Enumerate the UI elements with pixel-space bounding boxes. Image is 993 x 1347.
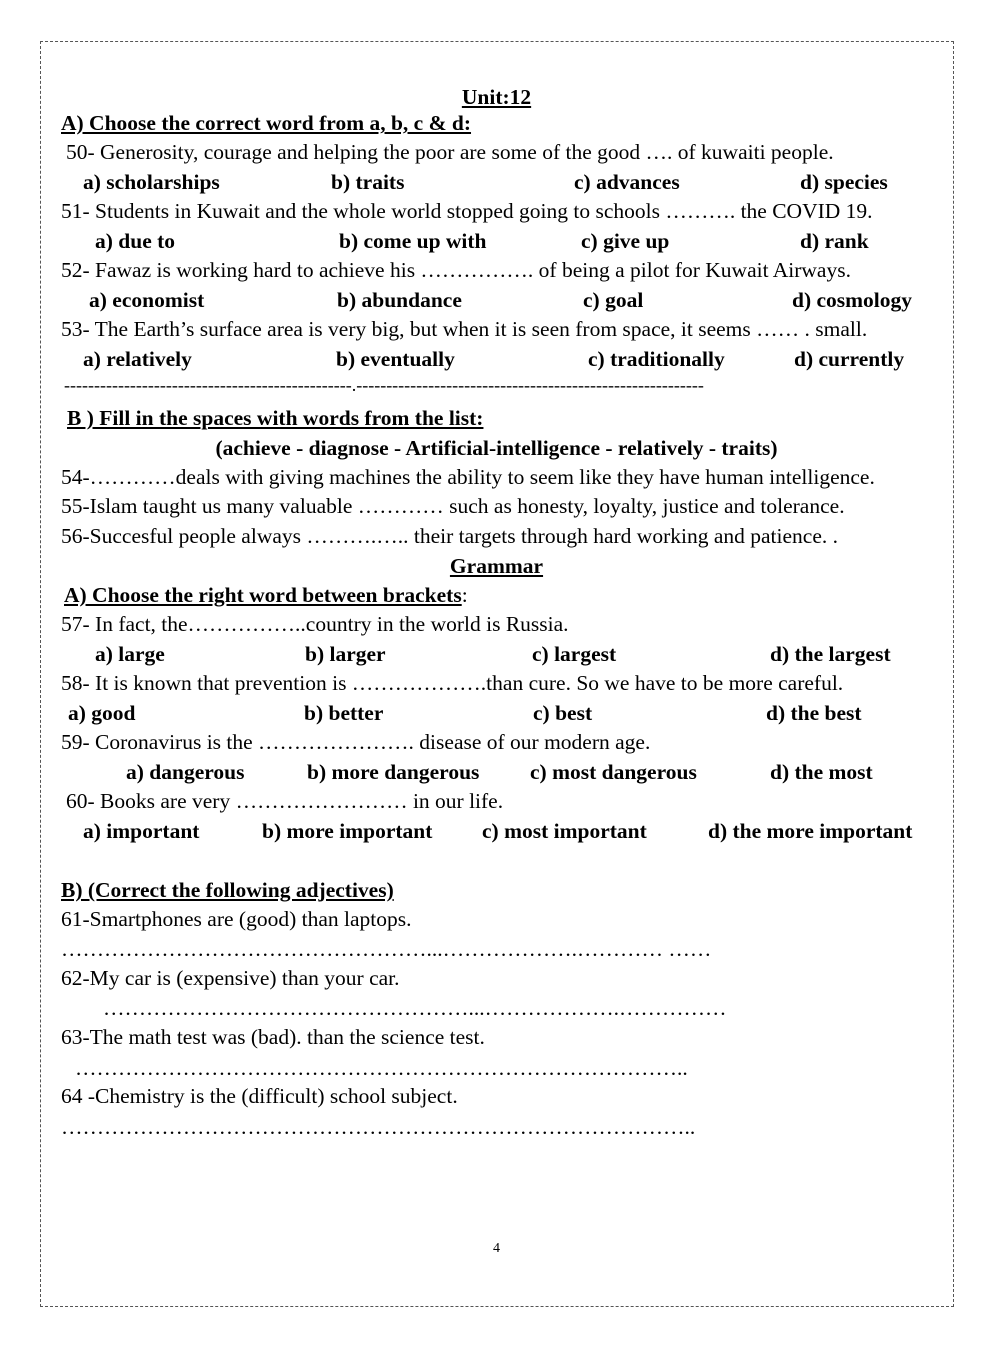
option: d) the largest xyxy=(770,642,891,666)
word-list: (achieve - diagnose - Artificial-intelligence - relatively - traits) xyxy=(215,436,778,460)
heading-colon: : xyxy=(461,583,468,607)
option: c) traditionally xyxy=(588,347,725,371)
option: d) species xyxy=(800,170,888,194)
question-53: 53- The Earth’s surface area is very big, but when it is seen from space, it seems …… . small. xyxy=(61,317,868,341)
question-52: 52- Fawaz is working hard to achieve his ……………. of being a pilot for Kuwait Airways. xyxy=(61,258,851,282)
unit-title: Unit:12 xyxy=(461,85,532,109)
answer-line-61: ……………………………………………...……………….………… …… xyxy=(61,937,712,961)
option: c) most important xyxy=(482,819,647,843)
option: b) come up with xyxy=(339,229,487,253)
option: d) the best xyxy=(766,701,862,725)
question-59: 59- Coronavirus is the …………………. disease of our modern age. xyxy=(61,730,651,754)
option: a) economist xyxy=(89,288,205,312)
question-60: 60- Books are very …………………… in our life. xyxy=(66,789,504,813)
option: d) currently xyxy=(794,347,905,371)
item-61: 61-Smartphones are (good) than laptops. xyxy=(61,907,412,931)
sentence-54: 54-…………deals with giving machines the ability to seem like they have human intelligence. xyxy=(61,465,875,489)
option: b) larger xyxy=(305,642,386,666)
page-number: 4 xyxy=(493,1241,500,1256)
section-a-heading: A) Choose the correct word from a, b, c & d: xyxy=(61,111,472,135)
option: d) cosmology xyxy=(792,288,913,312)
answer-line-63: ………………………………………………………………………….. xyxy=(75,1056,688,1080)
option: c) best xyxy=(533,701,593,725)
sentence-56: 56-Succesful people always ……….….. their targets through hard working and patience. . xyxy=(61,524,838,548)
option: a) large xyxy=(95,642,165,666)
option: b) traits xyxy=(331,170,405,194)
question-51: 51- Students in Kuwait and the whole world stopped going to schools ………. the COVID 19. xyxy=(61,199,873,223)
answer-line-62: ……………………………………………...……………….…………… xyxy=(103,996,727,1020)
item-63: 63-The math test was (bad). than the science test. xyxy=(61,1025,485,1049)
option: a) important xyxy=(83,819,200,843)
option: c) give up xyxy=(581,229,670,253)
option: a) dangerous xyxy=(126,760,245,784)
option: a) scholarships xyxy=(83,170,220,194)
divider: ------------------------------------------------.---------------------------------------------------------- xyxy=(64,375,704,395)
option: d) rank xyxy=(800,229,869,253)
option: c) most dangerous xyxy=(530,760,697,784)
grammar-title: Grammar xyxy=(449,554,544,578)
option: a) relatively xyxy=(83,347,192,371)
grammar-b-heading: B) (Correct the following adjectives) xyxy=(61,878,394,902)
option: a) good xyxy=(68,701,136,725)
option: c) largest xyxy=(532,642,617,666)
section-b-heading: B ) Fill in the spaces with words from the list: xyxy=(67,406,484,430)
option: b) eventually xyxy=(336,347,455,371)
question-58: 58- It is known that prevention is ……………….than cure. So we have to be more careful. xyxy=(61,671,844,695)
option: b) abundance xyxy=(337,288,462,312)
option: a) due to xyxy=(95,229,176,253)
item-64: 64 -Chemistry is the (difficult) school subject. xyxy=(61,1084,458,1108)
option: d) the most xyxy=(770,760,873,784)
option: b) more dangerous xyxy=(307,760,480,784)
option: b) better xyxy=(304,701,384,725)
item-62: 62-My car is (expensive) than your car. xyxy=(61,966,400,990)
answer-line-64: …………………………………………………………………………….. xyxy=(61,1115,696,1139)
question-57: 57- In fact, the……………..country in the world is Russia. xyxy=(61,612,569,636)
grammar-a-heading xyxy=(64,582,468,608)
option: b) more important xyxy=(262,819,433,843)
option: c) goal xyxy=(583,288,644,312)
grammar-a-heading-text: A) Choose the right word between brackets xyxy=(64,583,462,607)
sentence-55: 55-Islam taught us many valuable ………… such as honesty, loyalty, justice and tolerance. xyxy=(61,494,845,518)
option: d) the more important xyxy=(708,819,913,843)
question-50: 50- Generosity, courage and helping the poor are some of the good …. of kuwaiti people. xyxy=(66,140,834,164)
option: c) advances xyxy=(574,170,680,194)
